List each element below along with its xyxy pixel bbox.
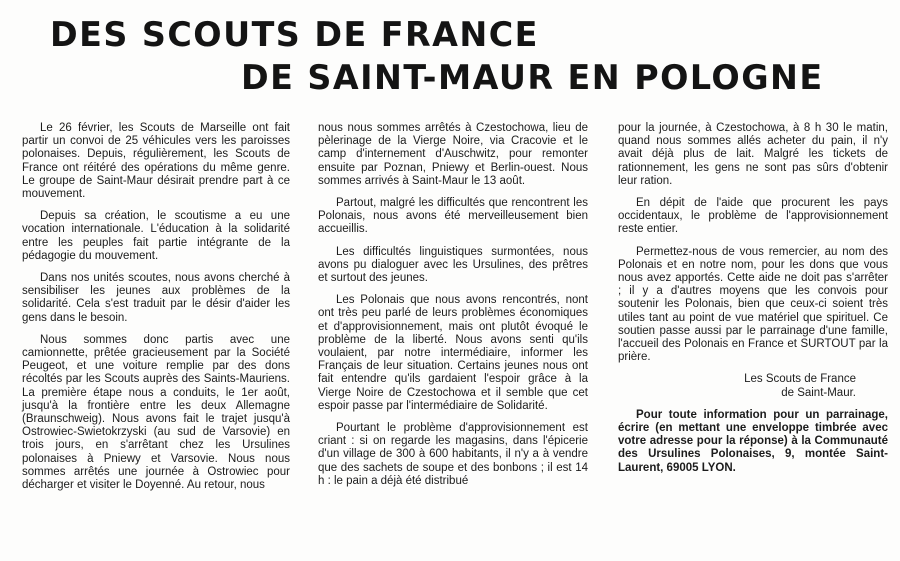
text-column-2 — [318, 122, 588, 497]
article-headline — [0, 0, 900, 110]
signature-line-1: Les Scouts de France — [744, 373, 856, 386]
paragraph: Permettez-nous de vous remercier, au nom des Polonais et en notre nom, pour les dons que vous nous avez apportés. Cette aide ne doit pas s'arrêter ; il y a d'autres moyens que les convois pour soutenir les Polonais, bien que ceux-ci soient très utiles tant au point de vue matériel que spirituel. Ce soutien passe aussi par le parrainage d'une famille, l'accueil des Polonais en France et SURTOUT par la prière. — [618, 245, 888, 364]
paragraph-continued: pour la journée, à Czestochowa, à 8 h 30 le matin, quand nous sommes allés acheter du pain, il n'y avait déjà plus de lait. Malgré les tickets de rationnement, les gens ne sont pas sûrs d'obtenir leur ration. — [618, 122, 888, 187]
text-column-1 — [22, 122, 290, 501]
signature — [618, 373, 888, 399]
paragraph: Nous sommes donc partis avec une camionnette, prêtée gracieusement par la Société Peugeot, et une voiture remplie par des dons récoltés par les Scouts auprès des Saints-Mauriens. La première étape nous a conduits, le 1er août, jusqu'à la frontière entre les deux Allemagne (Braunschweig). Nous avons fait le trajet jusqu'à Ostrowiec-Swietokrzyski (au sud de Varsovie) en trois jours, en s'arrêtant chez les Ursulines polonaises à Pniewy et Varsovie. Nous nous sommes arrêtés une journée à Ostrowiec pour décharger et visiter le Doyenné. Au retour, nous — [22, 333, 290, 492]
paragraph: Les Polonais que nous avons rencontrés, nont ont très peu parlé de leurs problèmes économiques et d'approvisionnement, mais ont plutôt évoqué le problème de la liberté. Nous avons senti qu'ils voulaient, par notre intermédiaire, informer les Français de leur situation. Certains jeunes nous ont fait entendre qu'ils gardaient l'espoir grâce à la Vierge Noire de Czestochowa et il semble que cet espoir passe par l'intermédiaire de Solidarité. — [318, 294, 588, 412]
paragraph-continued: nous nous sommes arrêtés à Czestochowa, lieu de pèlerinage de la Vierge Noire, via Cracovie et le camp d'internement d'Auschwitz, pour remonter ensuite par Poznan, Pniewy et Berlin-ouest. Nous sommes arrivés à Saint-Maur le 13 août. — [318, 122, 588, 187]
headline-line-1: DES SCOUTS DE FRANCE — [50, 15, 539, 55]
headline-line-2: DE SAINT-MAUR EN POLOGNE — [241, 58, 824, 98]
contact-information: Pour toute information pour un parrainage, écrire (en mettant une enveloppe timbrée avec votre adresse pour la réponse) à la Communauté des Ursulines Polonaises, 9, montée Saint-Laurent, 69005 LYON. — [618, 408, 888, 474]
text-column-3 — [618, 122, 888, 484]
paragraph: Partout, malgré les difficultés que rencontrent les Polonais, nous avons été merveilleusement bien accueillis. — [318, 197, 588, 236]
paragraph: Dans nos unités scoutes, nous avons cherché à sensibiliser les jeunes aux problèmes de la solidarité. Cela s'est traduit par le désir d'aider les gens dans le besoin. — [22, 272, 290, 324]
paragraph: Depuis sa création, le scoutisme a eu une vocation internationale. L'éducation à la solidarité entre les peuples fait partie intégrante de la pédagogie du mouvement. — [22, 210, 290, 262]
paragraph: Pourtant le problème d'approvisionnement est criant : si on regarde les magasins, dans l'épicerie d'un village de 300 à 600 habitants, il n'y a à vendre que des sachets de soupe et des bonbons ; il est 14 h : le pain a déjà été distribué — [318, 422, 588, 487]
signature-line-2: de Saint-Maur. — [781, 386, 856, 399]
paragraph: En dépit de l'aide que procurent les pays occidentaux, le problème de l'approvisionnement reste entier. — [618, 197, 888, 236]
paragraph: Le 26 février, les Scouts de Marseille ont fait partir un convoi de 25 véhicules vers les paroisses polonaises. Depuis, régulièrement, les Scouts de France ont réitéré des opérations du même genre. Le groupe de Saint-Maur désirait prendre part à ce mouvement. — [22, 122, 290, 201]
paragraph: Les difficultés linguistiques surmontées, nous avons pu dialoguer avec les Ursulines, des prêtres et surtout des jeunes. — [318, 245, 588, 285]
